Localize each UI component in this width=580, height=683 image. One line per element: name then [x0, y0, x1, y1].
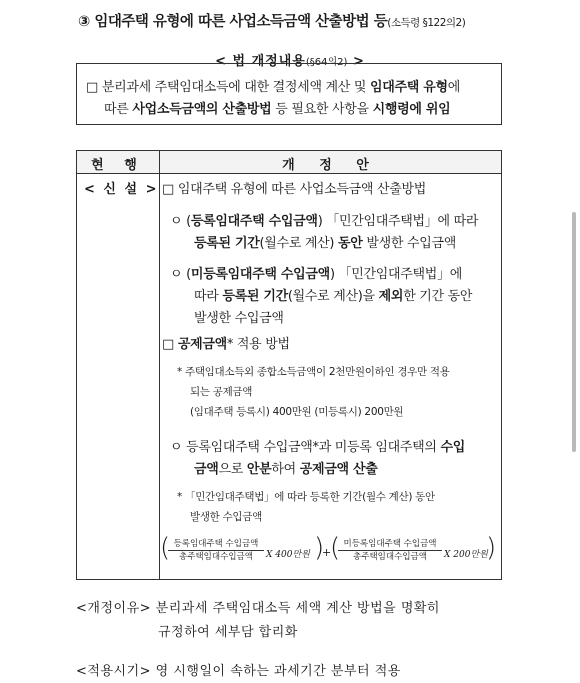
- footnote-1: * 주택임대소득외 종합소득금액이 2천만원이하인 경우만 적용: [177, 366, 450, 378]
- amendment-text: □ 분리과세 주택임대소득에 대한 결정세액 계산 및 임대주택 유형에 따른 사업소득금액의 산출방법 등 필요한 사항을 시행령에 위임: [86, 80, 461, 117]
- section-title: ③ 임대주택 유형에 따른 사업소득금액 산출방법 등(소득령 §122의2): [78, 14, 466, 30]
- formula-1-numerator: 등록임대주택 수입금액: [168, 538, 264, 551]
- amendment-header: < 법 개정내용(§64의2) >: [215, 54, 365, 69]
- revision-item-1: ㅇ (등록임대주택 수입금액) 「민간임대주택법」에 따라: [170, 214, 479, 229]
- revision-item-2: ㅇ (미등록임대주택 수입금액) 「민간임대주택법」에: [170, 267, 463, 282]
- revision-heading-1: □ 임대주택 유형에 따른 사업소득금액 산출방법: [162, 182, 427, 197]
- effective-date: <적용시기> 영 시행일이 속하는 과세기간 분부터 적용: [76, 664, 401, 679]
- formula-2-multiplier: X 200만원: [444, 550, 488, 560]
- formula-1-multiplier: X 400만원: [266, 550, 310, 560]
- footnote-2: * 「민간임대주택법」에 따라 등록한 기간(월수 계산) 동안: [177, 491, 435, 503]
- scrollbar-thumb[interactable]: [572, 212, 576, 452]
- revision-reason: <개정이유> 분리과세 주택임대소득 세액 계산 방법을 명확히: [76, 601, 440, 616]
- revision-item-2-cont2: 발생한 수입금액: [194, 311, 284, 326]
- col-revised-header: 개 정 안: [282, 158, 379, 173]
- formula-plus: +: [322, 546, 332, 559]
- footnote-1-amounts: (임대주택 등록시) 400만원 (미등록시) 200만원: [190, 406, 404, 418]
- revision-item-2-cont: 따라 등록된 기간(월수로 계산)을 제외한 기간 동안: [194, 289, 473, 304]
- formula-2-denominator: 총주택임대수입금액: [353, 552, 427, 562]
- col-current-header: 현 행: [91, 158, 145, 173]
- revision-reason-cont: 규정하여 세부담 합리화: [158, 625, 298, 640]
- deduction-formula: ( 등록임대주택 수입금액 총주택임대수입금액 X 400만원 ) + ( 미등록임대주택 수입금액 총주택임대수입금액 X 200만원 ): [160, 533, 497, 563]
- revision-item-1-cont: 등록된 기간(월수로 계산) 동안 발생한 수입금액: [194, 236, 457, 251]
- revision-heading-2: □ 공제금액* 적용 방법: [162, 337, 290, 352]
- footnote-2-cont: 발생한 수입금액: [190, 511, 262, 523]
- revision-item-3-cont: 금액으로 안분하여 공제금액 산출: [194, 462, 378, 477]
- formula-1-denominator: 총주택임대수입금액: [179, 552, 253, 562]
- revision-item-3: ㅇ 등록임대주택 수입금액*과 미등록 임대주택의 수입: [170, 440, 466, 455]
- footnote-1-cont: 되는 공제금액: [190, 386, 253, 398]
- current-cell-new: < 신 설 >: [84, 182, 159, 197]
- formula-2-numerator: 미등록임대주택 수입금액: [338, 538, 442, 551]
